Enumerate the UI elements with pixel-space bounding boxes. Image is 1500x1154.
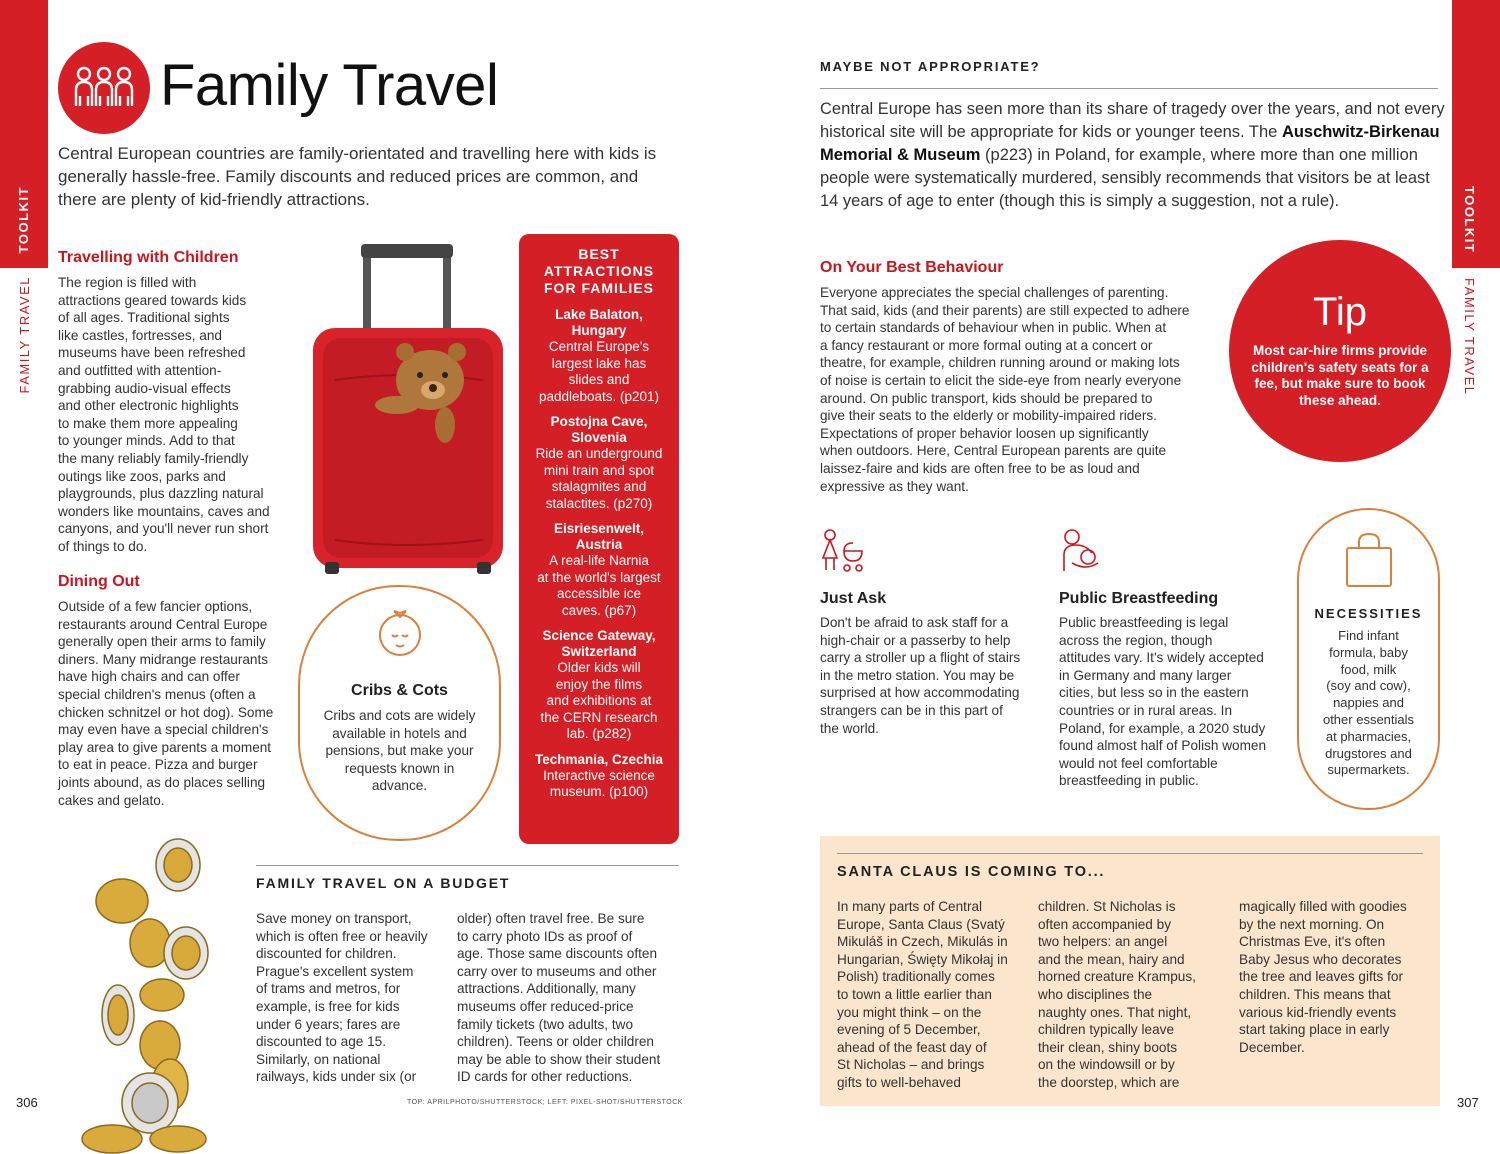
photo-credit: TOP: APRILPHOTO/SHUTTERSTOCK; LEFT: PIXEL-SHOT/SHUTTERSTOCK xyxy=(407,1099,683,1106)
cribs-body: Cribs and cots are widely available in hotels and pensions, but make your requests known in advance. xyxy=(323,708,476,794)
right-toolkit-tab: TOOLKIT xyxy=(1462,186,1477,254)
santa-col-2: children. St Nicholas is often accompanied by two helpers: an angel and the mean, hairy and horned creature Krampus, who disciplines the naughty ones. That night, children typically leave their clean, shiny boots on the windowsill or by the doorstep, which are xyxy=(1038,899,1196,1090)
dining-heading: Dining Out xyxy=(58,573,140,590)
left-family-travel-tab: FAMILY TRAVEL xyxy=(17,276,32,394)
santa-top-rule xyxy=(837,853,1423,854)
budget-col-1: Save money on transport, which is often free or heavily discounted for children. Prague's excellent system of trams and metros, for example, is free for kids under 6 years; fares are discounted to age 15. Similarly, on national railways, kids under six (or xyxy=(256,911,428,1085)
page-number-right: 307 xyxy=(1457,1095,1479,1110)
breastfeeding-heading: Public Breastfeeding xyxy=(1059,590,1219,607)
santa-box xyxy=(820,836,1440,1106)
attractions-title: BEST ATTRACTIONS FOR FAMILIES xyxy=(543,246,655,296)
intro-paragraph: Central European countries are family-orientated and travelling here with kids is generally hassle-free. Family discounts and reduced prices are common, and there are plenty of kid-friendly attractions. xyxy=(58,144,657,209)
cribs-cots-card xyxy=(298,585,501,841)
travelling-body: The region is filled with attractions geared towards kids of all ages. Traditional sights like castles, fortresses, and museums have been refreshed and outfitted with attention- grabbing audio-visual effects and other electronic highlights to make them more appealing to younger minds. Add to that the many reliably family-friendly outings like zoos, parks and playgrounds, plus dazzling natural wonders like mountains, caves and canyons, and you'll never run short of things to do. xyxy=(58,275,270,554)
budget-col-2: older) often travel free. Be sure to carry photo IDs as proof of age. Those same discounts often carry over to museums and other attractions. Additionally, many museums offer reduced-price family tickets (two adults, two children). Teens or older children may be able to show their student ID cards for other reductions. xyxy=(457,911,661,1085)
necessities-body: Find infant formula, baby food, milk (soy and cow), nappies and other essentials at pharmacies, drugstores and supermarkets. xyxy=(1322,628,1415,778)
attraction-item: Science Gateway, Switzerland Older kids will enjoy the films and exhibitions at the CERN research lab. (p282) xyxy=(540,628,658,741)
budget-heading: FAMILY TRAVEL ON A BUDGET xyxy=(256,875,511,891)
santa-col-3: magically filled with goodies by the next morning. On Christmas Eve, it's often Baby Jesus who decorates the tree and leaves gifts for children. This means that various kid-friendly events start taking place in early December. xyxy=(1239,899,1407,1055)
maybe-rule xyxy=(820,88,1438,89)
tip-title: Tip xyxy=(1312,290,1368,334)
maybe-body: Central Europe has seen more than its share of tragedy over the years, and not every historical site will be appropriate for kids or younger teens. The Auschwitz-Birkenau Memorial & Museum (p223) in Poland, for example, where more than one million people were systematically murdered, sensibly recommends that visitors be at least 14 years of age to enter (though this is simply a suggestion, not a rule). xyxy=(820,100,1445,210)
page-title: Family Travel xyxy=(160,53,499,118)
attraction-item: Eisriesenwelt, Austria A real-life Narnia at the world's largest accessible ice caves. (p67) xyxy=(537,521,661,618)
travelling-heading: Travelling with Children xyxy=(58,249,239,266)
cribs-heading: Cribs & Cots xyxy=(351,682,448,699)
attraction-item: Lake Balaton, Hungary Central Europe's largest lake has slides and paddleboats. (p201) xyxy=(538,307,660,404)
tip-circle xyxy=(1229,240,1451,462)
shopping-bag-icon xyxy=(1342,530,1396,590)
family-icon xyxy=(58,42,150,134)
page-number-left: 306 xyxy=(16,1095,38,1110)
left-toolkit-tab: TOOLKIT xyxy=(16,186,31,254)
necessities-heading: NECESSITIES xyxy=(1314,606,1423,621)
breastfeeding-icon xyxy=(1058,527,1104,575)
behaviour-body: Everyone appreciates the special challenges of parenting. That said, kids (and their parents) are still expected to adhere to certain standards of behaviour when in public. When at a fancy restaurant or more formal outing at a concert or theatre, for example, children running around or making lots of noise is certain to elicit the side-eye from nearly everyone around. On public transport, kids should be prepared to give their seats to the elderly or mobility-impaired riders. Expectations of proper behavior loosen up significantly when outdoors. Here, Central European parents are quite laissez-faire and kids are often free to be as loud and expressive as they want. xyxy=(820,285,1190,494)
attraction-item: Techmania, Czechia Interactive science museum. (p100) xyxy=(534,751,664,799)
just-ask-body: Don't be afraid to ask staff for a high-chair or a passerby to help carry a stroller up a flight of stairs in the metro station. You may be surprised at how accommodating strangers can be in this part of the world. xyxy=(820,615,1021,736)
just-ask-heading: Just Ask xyxy=(820,590,887,607)
breastfeeding-body: Public breastfeeding is legal across the region, though attitudes vary. It's widely accepted in Germany and many larger cities, but less so in the eastern countries or in rural areas. In Poland, for example, a 2020 study found almost half of Polish women would not feel comfortable breastfeeding in public. xyxy=(1059,615,1267,789)
necessities-card xyxy=(1297,508,1440,810)
dining-body: Outside of a few fancier options, restaurants around Central Europe generally open their arms to family diners. Many midrange restaurants have high chairs and can offer special children's menus (often a chicken schnitzel or hot dog). Some may even have a special children's play area to give parents a moment to eat in peace. Pizza and burger joints abound, as do places selling cakes and gelato. xyxy=(58,599,274,808)
tip-body: Most car-hire firms provide children's safety seats for a fee, but make sure to book these ahead. xyxy=(1251,343,1429,408)
santa-col-1: In many parts of Central Europe, Santa Claus (Svatý Mikuláš in Czech, Mikulás in Hungarian, Święty Mikołaj in Polish) traditionally comes to town a little earlier than you might think – on the evening of 5 December, ahead of the feast day of St Nicholas – and brings gifts to well-behaved xyxy=(837,899,1008,1090)
parent-stroller-icon xyxy=(818,527,868,575)
budget-top-rule xyxy=(256,865,679,866)
best-attractions-box xyxy=(519,234,679,844)
baby-icon xyxy=(370,601,430,661)
santa-heading: SANTA CLAUS IS COMING TO... xyxy=(837,864,1106,880)
attraction-item: Postojna Cave, Slovenia Ride an underground mini train and spot stalagmites and stalactites. (p270) xyxy=(535,414,663,511)
behaviour-heading: On Your Best Behaviour xyxy=(820,259,1004,276)
right-family-travel-tab: FAMILY TRAVEL xyxy=(1462,278,1477,396)
suitcase-teddy-photo xyxy=(305,240,510,580)
maybe-heading: MAYBE NOT APPROPRIATE? xyxy=(820,59,1041,74)
coins-photo xyxy=(60,835,210,1154)
